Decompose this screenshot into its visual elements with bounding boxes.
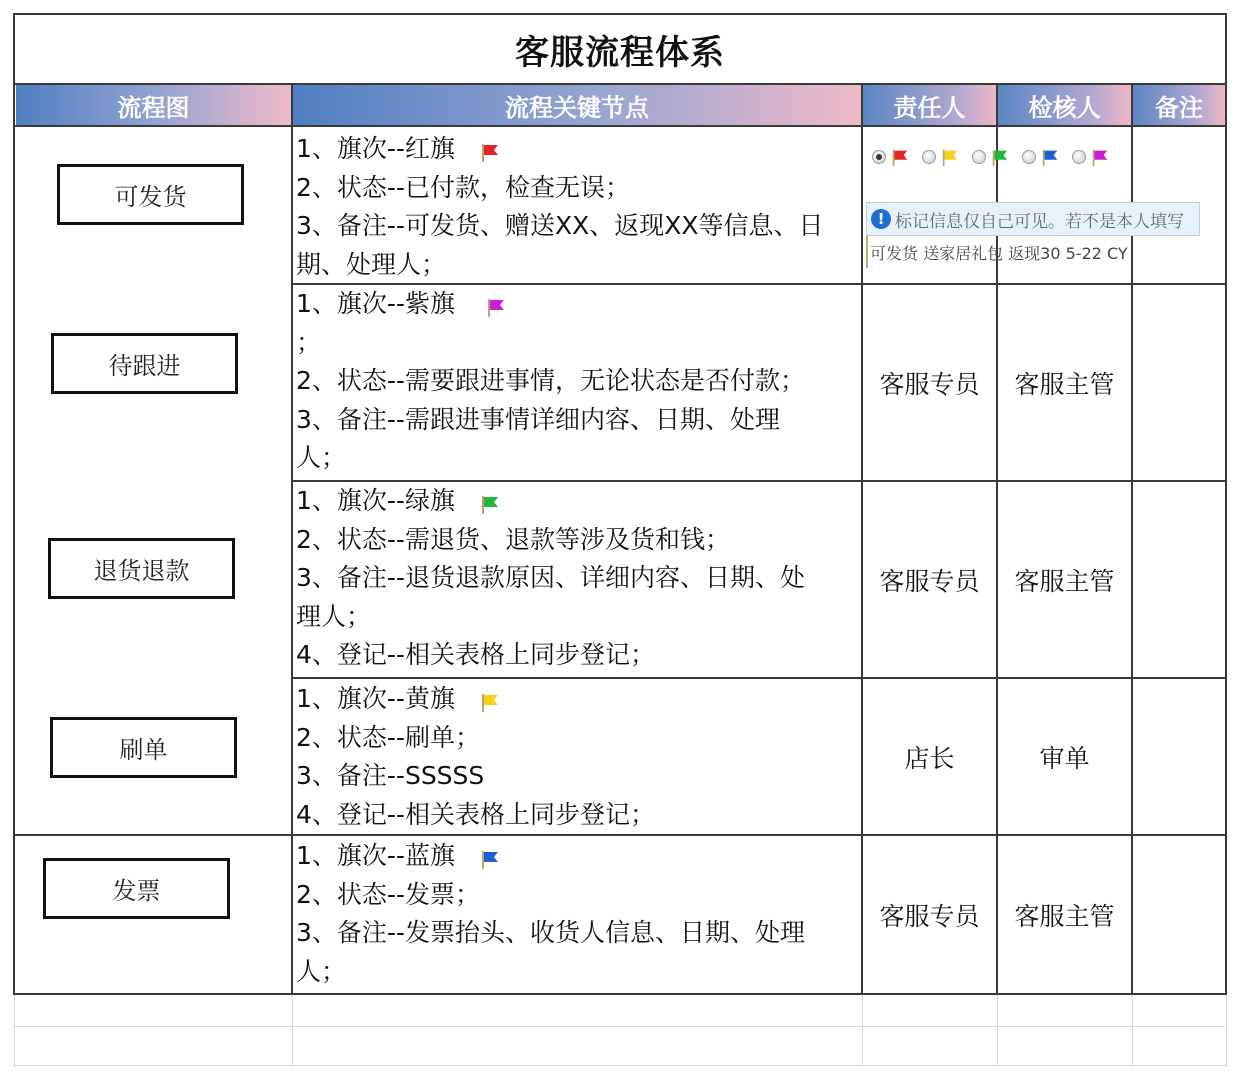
flow-box-refund: 退货退款 <box>48 538 235 599</box>
remark-cell <box>1133 679 1225 834</box>
green-flag-icon <box>479 493 501 515</box>
flag-option-red[interactable] <box>872 147 910 167</box>
purple-flag-icon <box>485 296 507 318</box>
key-nodes-row-5 <box>296 837 858 991</box>
owner-cell: 客服专员 <box>879 369 980 399</box>
remark-cell <box>1133 285 1225 480</box>
page-title: 客服流程体系 <box>515 32 725 73</box>
header-remark: 备注 <box>1133 85 1225 126</box>
node-line: 2、状态--发票； <box>296 879 480 909</box>
node-line: 4、登记--相关表格上同步登记； <box>296 799 655 829</box>
node-line: 4、登记--相关表格上同步登记； <box>296 640 655 670</box>
node-line: 2、状态--需要跟进事情，无论状态是否付款； <box>296 366 805 396</box>
flag-option-blue[interactable] <box>1022 147 1060 167</box>
owner-cell: 客服专员 <box>879 901 980 931</box>
memo-text: 可发货 送家居礼包 返现30 5-22 CY <box>870 243 1128 263</box>
node-line: 3、备注--发票抬头、收货人信息、日期、处理 <box>296 918 805 948</box>
node-line: 人； <box>296 956 347 986</box>
node-line: 1、旗次--蓝旗 <box>296 841 455 870</box>
node-line: 2、状态--已付款，检查无误； <box>296 172 630 202</box>
flag-option-purple[interactable] <box>1072 147 1110 167</box>
info-icon: ! <box>871 209 891 229</box>
node-line: 2、状态--刷单； <box>296 722 480 752</box>
flag-option-yellow[interactable] <box>922 147 960 167</box>
red-flag-icon <box>479 141 501 163</box>
radio-button[interactable] <box>872 150 886 164</box>
node-line: 1、旗次--黄旗 <box>296 684 455 713</box>
header-owner: 责任人 <box>863 85 996 126</box>
radio-button[interactable] <box>1072 150 1086 164</box>
red-flag-icon <box>890 147 910 167</box>
owner-cell: 店长 <box>904 743 955 773</box>
flow-box-follow-up: 待跟进 <box>51 333 238 394</box>
flag-picker <box>872 145 1172 169</box>
node-line: 期、处理人； <box>296 249 447 279</box>
reviewer-cell: 审单 <box>1039 743 1090 773</box>
node-line: ； <box>296 327 322 357</box>
node-line: 2、状态--需退货、退款等涉及货和钱； <box>296 524 730 554</box>
node-line: 3、备注--可发货、赠送XX、返现XX等信息、日 <box>296 211 824 241</box>
remark-cell <box>1133 836 1225 993</box>
node-line: 3、备注--SSSSS <box>296 761 485 791</box>
radio-button[interactable] <box>972 150 986 164</box>
reviewer-cell: 客服主管 <box>1014 566 1115 596</box>
node-line: 1、旗次--绿旗 <box>296 486 455 515</box>
key-nodes-row-3 <box>296 482 858 675</box>
blue-flag-icon <box>479 848 501 870</box>
tooltip-text: 标记信息仅自己可见。若不是本人填写 <box>895 211 1184 232</box>
node-line: 人； <box>296 443 347 473</box>
flow-box-shippable: 可发货 <box>57 164 244 225</box>
flow-box-brushing: 刷单 <box>50 717 237 778</box>
header-flowchart: 流程图 <box>16 85 291 126</box>
yellow-flag-icon <box>940 147 960 167</box>
node-line: 1、旗次--紫旗 <box>296 289 455 318</box>
info-tooltip <box>866 202 1200 236</box>
node-line: 1、旗次--红旗 <box>296 134 455 163</box>
blue-flag-icon <box>1040 147 1060 167</box>
node-line: 3、备注--退货退款原因、详细内容、日期、处 <box>296 563 805 593</box>
purple-flag-icon <box>1090 147 1110 167</box>
node-line: 3、备注--需跟进事情详细内容、日期、处理 <box>296 404 780 434</box>
flow-box-invoice: 发票 <box>43 858 230 919</box>
flag-option-green[interactable] <box>972 147 1010 167</box>
key-nodes-row-4 <box>296 680 858 834</box>
header-key-nodes: 流程关键节点 <box>293 85 861 126</box>
reviewer-cell: 客服主管 <box>1014 901 1115 931</box>
reviewer-cell: 客服主管 <box>1014 369 1115 399</box>
yellow-flag-icon <box>479 691 501 713</box>
green-flag-icon <box>990 147 1010 167</box>
owner-cell: 客服专员 <box>879 566 980 596</box>
node-line: 理人； <box>296 601 372 631</box>
key-nodes-row-1 <box>296 130 858 284</box>
radio-button[interactable] <box>922 150 936 164</box>
remark-cell <box>1133 482 1225 677</box>
header-reviewer: 检核人 <box>998 85 1131 126</box>
memo-input[interactable] <box>866 236 1200 268</box>
radio-button[interactable] <box>1022 150 1036 164</box>
key-nodes-row-2 <box>296 285 858 478</box>
